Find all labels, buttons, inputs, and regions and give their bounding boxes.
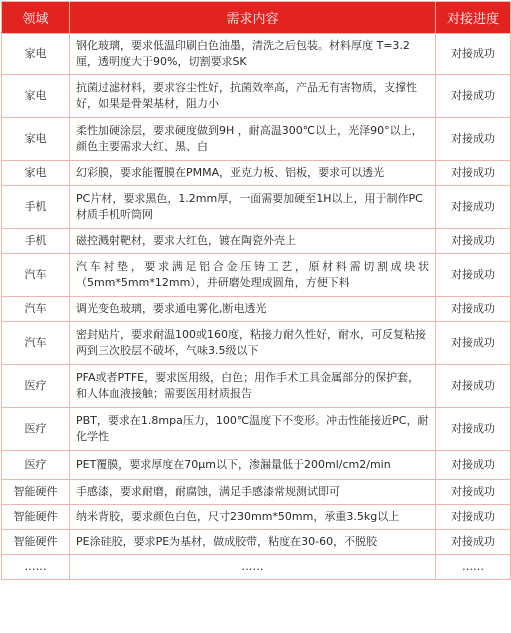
row-status: 对接成功: [436, 34, 511, 75]
table-row: [2, 322, 511, 365]
table-row: [2, 118, 511, 161]
row-content: 纳米背胶，要求颜色白色，尺寸230mm*50mm，承重3.5kg以上: [70, 505, 436, 530]
table-row: [2, 365, 511, 408]
table-row: [2, 408, 511, 451]
row-content: 抗菌过滤材料，要求容尘性好，抗菌效率高，产品无有害物质，支撑性好，如果是骨架基材，阻力小: [70, 75, 436, 118]
row-category: 医疗: [2, 408, 70, 451]
row-content: 调光变色玻璃，要求通电雾化,断电透光: [70, 297, 436, 322]
row-status: 对接成功: [436, 505, 511, 530]
row-category: ……: [2, 555, 70, 580]
table-row: [2, 229, 511, 254]
row-category: 汽车: [2, 297, 70, 322]
row-status: 对接成功: [436, 229, 511, 254]
row-content: 磁控溅射靶材，要求大红色，镀在陶瓷外壳上: [70, 229, 436, 254]
table-row: [2, 555, 511, 580]
row-category: 家电: [2, 161, 70, 186]
row-content: 幻彩膜，要求能覆膜在PMMA，亚克力板、铝板，要求可以透光: [70, 161, 436, 186]
row-category: 家电: [2, 75, 70, 118]
row-content: PFA或者PTFE，要求医用级，白色；用作手术工具金属部分的保护套，和人体血液接触；需要医用材质报告: [70, 365, 436, 408]
table-row: [2, 75, 511, 118]
row-category: 智能硬件: [2, 505, 70, 530]
table-row: [2, 451, 511, 480]
row-content: 钢化玻璃，要求低温印刷白色油墨，清洗之后包装。材料厚度 T=3.2厘，透明度大于90%，切割要求SK: [70, 34, 436, 75]
row-content: 柔性加硬涂层，要求硬度做到9H ，耐高温300℃以上，光泽90°以上，颜色主要需求大红、黑、白: [70, 118, 436, 161]
row-category: 家电: [2, 118, 70, 161]
row-content: 密封贴片，要求耐温100或160度，粘接力耐久性好，耐水，可反复粘接两到三次胶层不破坏，气味3.5级以下: [70, 322, 436, 365]
table-row: [2, 297, 511, 322]
row-category: 智能硬件: [2, 480, 70, 505]
row-status: 对接成功: [436, 365, 511, 408]
row-status: 对接成功: [436, 408, 511, 451]
row-content: PBT，要求在1.8mpa压力，100℃温度下不变形。冲击性能接近PC，耐化学性: [70, 408, 436, 451]
row-status: 对接成功: [436, 161, 511, 186]
header-status: 对接进度: [436, 2, 511, 34]
header-row: [2, 2, 511, 34]
table-row: [2, 161, 511, 186]
row-content: PC片材，要求黑色，1.2mm厚，一面需要加硬至1H以上，用于制作PC材质手机听筒网: [70, 186, 436, 229]
row-content: PE涂硅胶，要求PE为基材，做成胶带，粘度在30-60，不脱胶: [70, 530, 436, 555]
table-row: [2, 480, 511, 505]
row-category: 家电: [2, 34, 70, 75]
table-row: [2, 34, 511, 75]
row-category: 智能硬件: [2, 530, 70, 555]
row-category: 汽车: [2, 254, 70, 297]
table-row: [2, 254, 511, 297]
row-status: 对接成功: [436, 254, 511, 297]
row-category: 手机: [2, 186, 70, 229]
row-status: 对接成功: [436, 118, 511, 161]
row-category: 医疗: [2, 451, 70, 480]
header-category: 领域: [2, 2, 70, 34]
row-status: 对接成功: [436, 75, 511, 118]
row-status: ……: [436, 555, 511, 580]
row-category: 汽车: [2, 322, 70, 365]
row-category: 手机: [2, 229, 70, 254]
header-content: 需求内容: [70, 2, 436, 34]
demand-table: [1, 1, 511, 580]
row-content: 汽车衬垫，要求满足铝合金压铸工艺，原材料需切割成块状（5mm*5mm*12mm），并研磨处理成圆角，方便下料: [70, 254, 436, 297]
row-content: 手感漆，要求耐磨，耐腐蚀，满足手感漆常规测试即可: [70, 480, 436, 505]
row-status: 对接成功: [436, 297, 511, 322]
row-status: 对接成功: [436, 530, 511, 555]
table-row: [2, 186, 511, 229]
row-content: ……: [70, 555, 436, 580]
row-category: 医疗: [2, 365, 70, 408]
row-status: 对接成功: [436, 322, 511, 365]
row-status: 对接成功: [436, 186, 511, 229]
row-status: 对接成功: [436, 451, 511, 480]
table-row: [2, 505, 511, 530]
row-content: PET覆膜，要求厚度在70μm以下，渗漏量低于200ml/cm2/min: [70, 451, 436, 480]
row-status: 对接成功: [436, 480, 511, 505]
table-row: [2, 530, 511, 555]
